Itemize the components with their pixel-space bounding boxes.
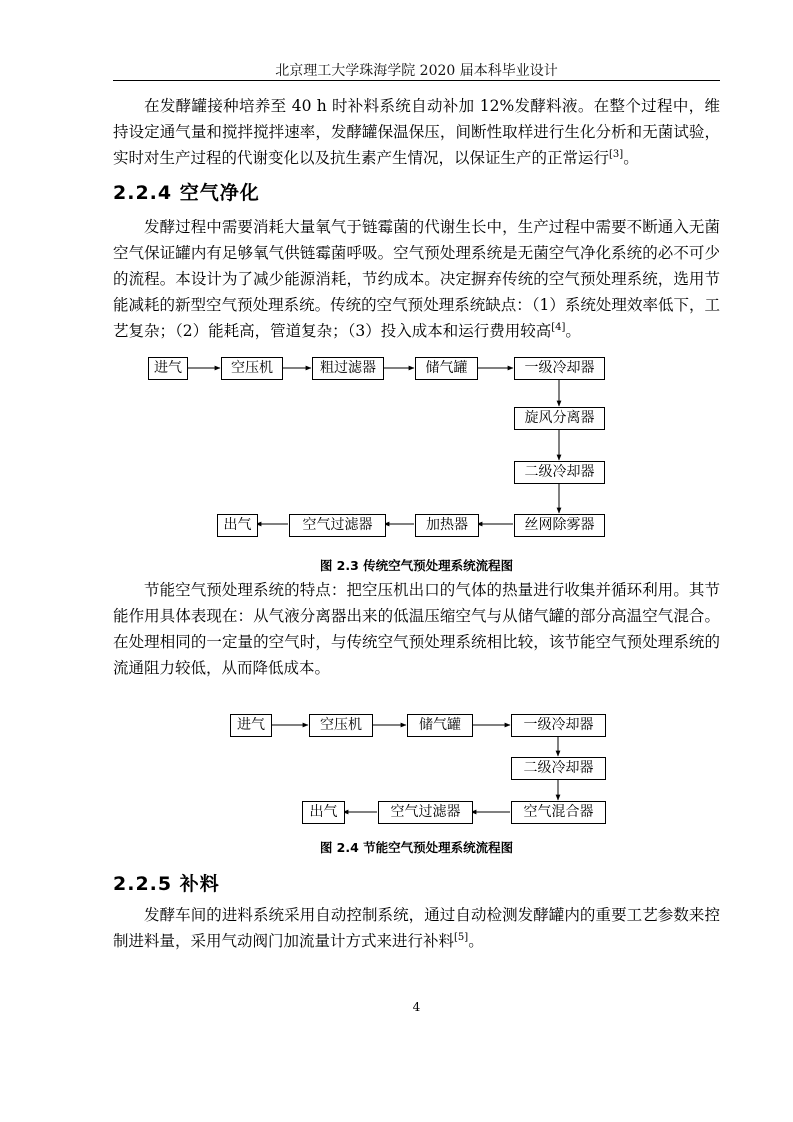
flow-box-air-filter: 空气过滤器	[378, 801, 473, 824]
flow-box-secondary-cooler: 二级冷却器	[511, 757, 606, 780]
citation-ref[interactable]: [3]	[609, 148, 624, 160]
paragraph-text: 发酵过程中需要消耗大量氧气于链霉菌的代谢生长中，生产过程中需要不断通入无菌空气保证罐内有足够氧气供链霉菌呼吸。空气预处理系统是无菌空气净化系统的必不可少的流程。本设计为了减少能源消耗，节约成本。决定摒弃传统的空气预处理系统，选用节能减耗的新型空气预处理系统。传统的空气预处理系统缺点：（1）系统处理效率低下，工艺复杂；（2）能耗高，管道复杂；（3）投入成本和运行费用较高	[113, 218, 720, 340]
flow-box-coarse-filter: 粗过滤器	[312, 357, 384, 380]
section-heading-feeding: 2.2.5 补料	[113, 873, 220, 895]
figure-2-3-caption: 图 2.3 传统空气预处理系统流程图	[319, 558, 514, 573]
flow-box-air-tank: 储气罐	[415, 357, 478, 380]
flow-box-secondary-cooler: 二级冷却器	[514, 461, 605, 484]
paragraph-air-pretreatment: 发酵过程中需要消耗大量氧气于链霉菌的代谢生长中，生产过程中需要不断通入无菌空气保证罐内有足够氧气供链霉菌呼吸。空气预处理系统是无菌空气净化系统的必不可少的流程。本设计为了减少能源消耗，节约成本。决定摒弃传统的空气预处理系统，选用节能减耗的新型空气预处理系统。传统的空气预处理系统缺点：（1）系统处理效率低下，工艺复杂；（2）能耗高，管道复杂；（3）投入成本和运行费用较高[4]。	[113, 218, 720, 340]
paragraph-text: 发酵车间的进料系统采用自动控制系统，通过自动检测发酵罐内的重要工艺参数来控制进料量，采用气动阀门加流量计方式来进行补料	[113, 906, 720, 950]
page-header: 北京理工大学珠海学院 2020 届本科毕业设计	[275, 63, 558, 79]
paragraph-text: 在发酵罐接种培养至 40 h 时补料系统自动补加 12%发酵料液。在整个过程中，维持设定通气量和搅拌搅拌速率，发酵罐保温保压，间断性取样进行生化分析和无菌试验，实时对生产过程的代谢变化以及抗生素产生情况，以保证生产的正常运行	[113, 97, 720, 167]
flow-box-inlet: 进气	[230, 714, 272, 737]
flow-box-air-mixer: 空气混合器	[511, 801, 606, 824]
flow-box-compressor: 空压机	[221, 357, 283, 380]
flow-box-air-tank: 储气罐	[407, 714, 473, 737]
flow-box-primary-cooler: 一级冷却器	[514, 357, 605, 380]
page-number: 4	[412, 1000, 421, 1014]
flow-box-outlet: 出气	[217, 514, 258, 537]
flow-box-cyclone-separator: 旋风分离器	[514, 407, 605, 430]
paragraph-feeding-control: 发酵车间的进料系统采用自动控制系统，通过自动检测发酵罐内的重要工艺参数来控制进料量，采用气动阀门加流量计方式来进行补料[5]。	[113, 906, 720, 950]
flow-box-inlet: 进气	[148, 357, 188, 380]
flow-box-primary-cooler: 一级冷却器	[511, 714, 606, 737]
paragraph-energy-saving-system: 节能空气预处理系统的特点：把空压机出口的气体的热量进行收集并循环利用。其节能作用具体表现在：从气液分离器出来的低温压缩空气与从储气罐的部分高温空气混合。在处理相同的一定量的空气时，与传统空气预处理系统相比较，该节能空气预处理系统的流通阻力较低，从而降低成本。	[113, 581, 720, 677]
citation-ref[interactable]: [5]	[454, 931, 469, 943]
flow-box-outlet: 出气	[302, 801, 345, 824]
flow-box-mist-eliminator: 丝网除雾器	[514, 514, 605, 537]
flow-box-air-filter: 空气过滤器	[289, 514, 386, 537]
flow-box-compressor: 空压机	[309, 714, 373, 737]
paragraph-fermentation-feeding: 在发酵罐接种培养至 40 h 时补料系统自动补加 12%发酵料液。在整个过程中，维持设定通气量和搅拌搅拌速率，发酵罐保温保压，间断性取样进行生化分析和无菌试验，实时对生产过程的代谢变化以及抗生素产生情况，以保证生产的正常运行[3]。	[113, 97, 720, 167]
flow-box-heater: 加热器	[415, 514, 479, 537]
citation-ref[interactable]: [4]	[551, 321, 566, 333]
section-heading-air-purification: 2.2.4 空气净化	[113, 182, 260, 204]
figure-2-4-caption: 图 2.4 节能空气预处理系统流程图	[319, 840, 514, 855]
